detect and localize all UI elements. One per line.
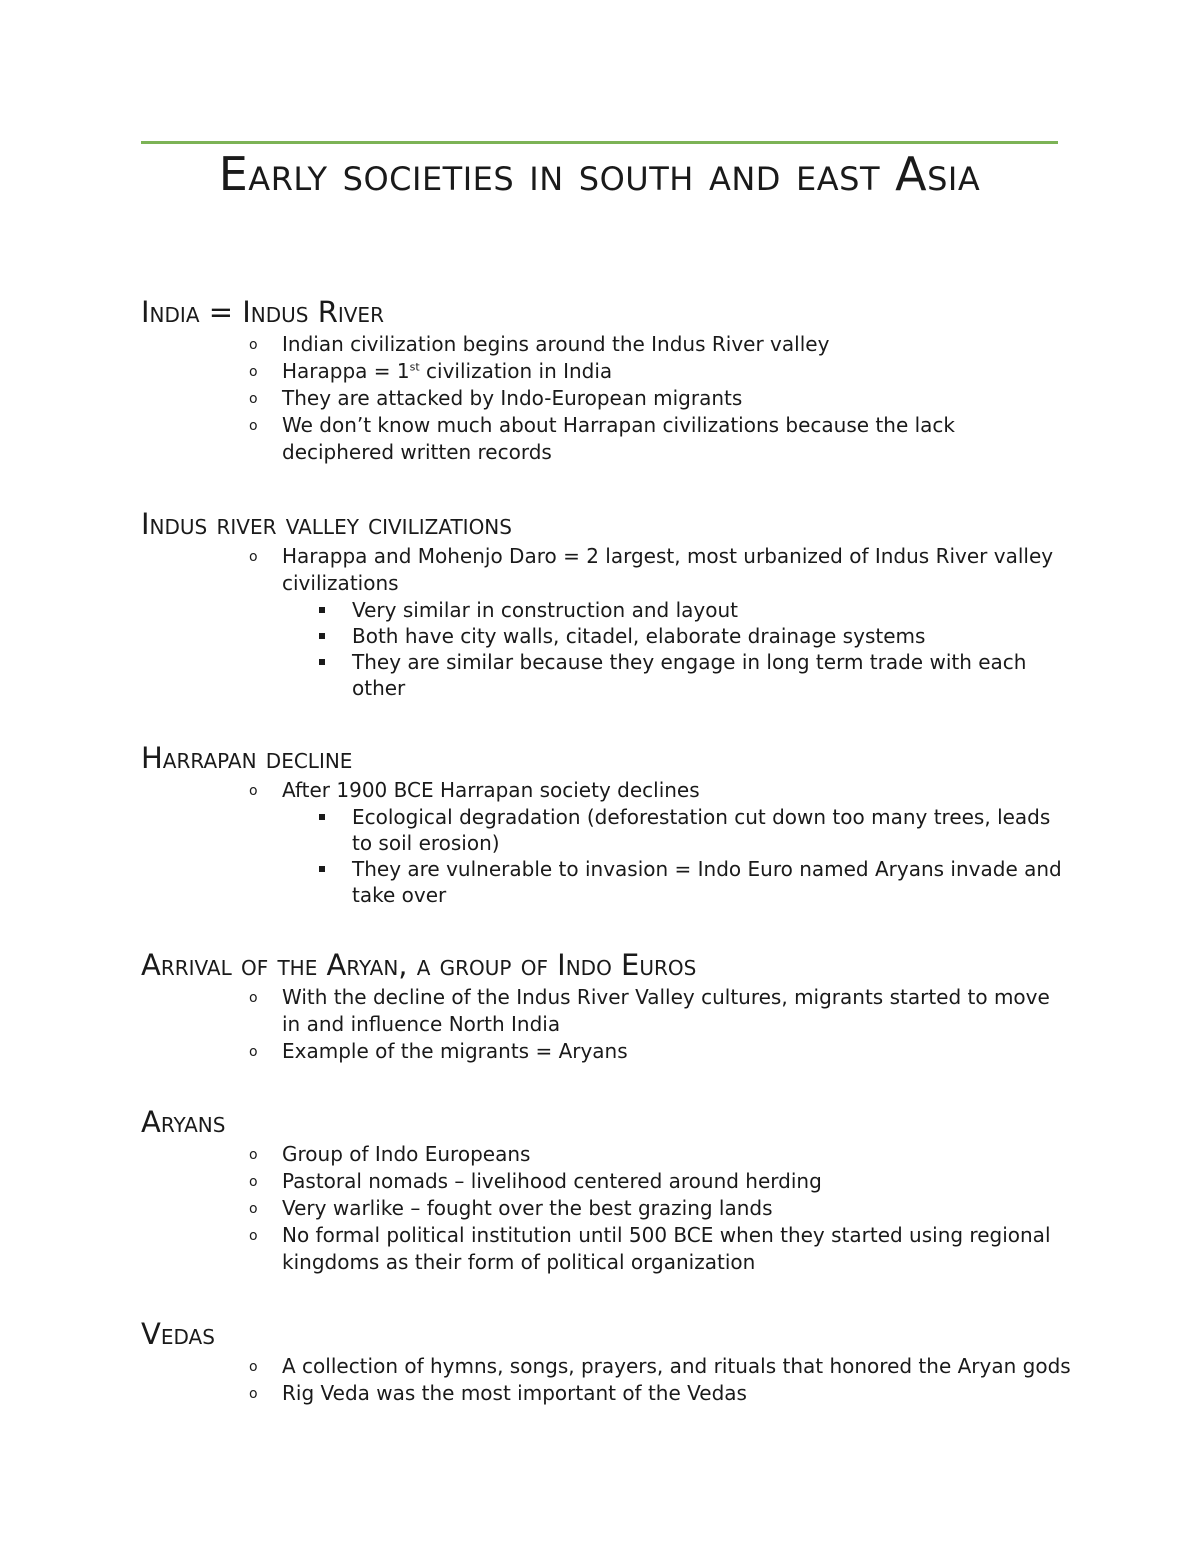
- list-item: o A collection of hymns, songs, prayers, and rituals that honored the Aryan gods: [141, 1353, 1071, 1380]
- circle-bullet-icon: o: [249, 418, 258, 434]
- bullet-list: [141, 984, 1071, 1065]
- section-indus-valley: [141, 507, 1071, 701]
- list-item: o Indian civilization begins around the Indus River valley: [141, 331, 1071, 358]
- sub-list-item: They are similar because they engage in long term trade with each other: [282, 649, 1071, 701]
- circle-bullet-icon: o: [249, 549, 258, 565]
- section-heading: India = Indus River: [141, 295, 384, 329]
- sub-list-item: They are vulnerable to invasion = Indo Euro named Aryans invade and take over: [282, 856, 1071, 908]
- sub-list-item: Very similar in construction and layout: [282, 597, 1071, 623]
- list-item: o Harappa and Mohenjo Daro = 2 largest, most urbanized of Indus River valley civilizations Very similar in construction and layout Both have city walls, citadel, elaborate drainage systems They are similar because they engage in long term trade with each other: [141, 543, 1071, 701]
- list-item: o Rig Veda was the most important of the Vedas: [141, 1380, 1071, 1407]
- section-heading: Vedas: [141, 1317, 215, 1351]
- bullet-list: [141, 543, 1071, 701]
- section-heading: Aryans: [141, 1105, 226, 1139]
- square-bullet-icon: [319, 814, 325, 820]
- list-item: o Pastoral nomads – livelihood centered around herding: [141, 1168, 1071, 1195]
- document-title: Early societies in south and east Asia: [218, 147, 981, 201]
- circle-bullet-icon: o: [249, 1147, 258, 1163]
- sub-bullet-list: [282, 804, 1071, 908]
- list-item: o No formal political institution until 500 BCE when they started using regional kingdoms as their form of political organization: [249, 1223, 1051, 1274]
- section-heading: Harrapan decline: [141, 741, 353, 775]
- list-item: o Very warlike – fought over the best grazing lands: [141, 1195, 1071, 1222]
- square-bullet-icon: [319, 659, 325, 665]
- list-item: o After 1900 BCE Harrapan society declines Ecological degradation (deforestation cut down too many trees, leads to soil erosion) They are vulnerable to invasion = Indo Euro named Aryans invade and take over: [141, 777, 1071, 908]
- circle-bullet-icon: o: [249, 1359, 258, 1375]
- sub-bullet-list: [282, 597, 1071, 701]
- bullet-list: [141, 777, 1071, 908]
- list-item: o Harappa = 1st civilization in India: [141, 358, 1071, 385]
- circle-bullet-icon: o: [249, 1044, 258, 1060]
- circle-bullet-icon: o: [249, 364, 258, 380]
- list-item: o Group of Indo Europeans: [141, 1141, 1071, 1168]
- circle-bullet-icon: o: [249, 783, 258, 799]
- circle-bullet-icon: o: [249, 337, 258, 353]
- section-harrapan-decline: [141, 741, 1071, 908]
- bullet-list: [141, 1353, 1071, 1407]
- square-bullet-icon: [319, 607, 325, 613]
- circle-bullet-icon: o: [249, 1386, 258, 1402]
- list-item: o With the decline of the Indus River Valley cultures, migrants started to move in and influence North India: [249, 985, 1050, 1036]
- section-heading: Arrival of the Aryan, a group of Indo Euros: [141, 948, 697, 982]
- list-item: o We don’t know much about Harrapan civilizations because the lack deciphered written records: [249, 413, 955, 464]
- section-arrival-aryan: [141, 948, 1071, 1065]
- title-rule: [141, 141, 1058, 144]
- square-bullet-icon: [319, 866, 325, 872]
- section-vedas: [141, 1317, 1071, 1407]
- circle-bullet-icon: o: [249, 1174, 258, 1190]
- section-india: [141, 295, 1071, 466]
- section-heading: Indus river valley civilizations: [141, 507, 512, 541]
- bullet-list: [141, 1141, 1071, 1276]
- circle-bullet-icon: o: [249, 990, 258, 1006]
- square-bullet-icon: [319, 633, 325, 639]
- list-item: o They are attacked by Indo-European migrants: [141, 385, 1071, 412]
- sub-list-item: Both have city walls, citadel, elaborate drainage systems: [282, 623, 1071, 649]
- section-aryans: [141, 1105, 1071, 1276]
- list-item: o Example of the migrants = Aryans: [141, 1038, 1071, 1065]
- bullet-list: [141, 331, 1071, 466]
- superscript: st: [409, 360, 420, 374]
- circle-bullet-icon: o: [249, 1201, 258, 1217]
- sub-list-item: Ecological degradation (deforestation cut down too many trees, leads to soil erosion): [282, 804, 1071, 856]
- circle-bullet-icon: o: [249, 1228, 258, 1244]
- circle-bullet-icon: o: [249, 391, 258, 407]
